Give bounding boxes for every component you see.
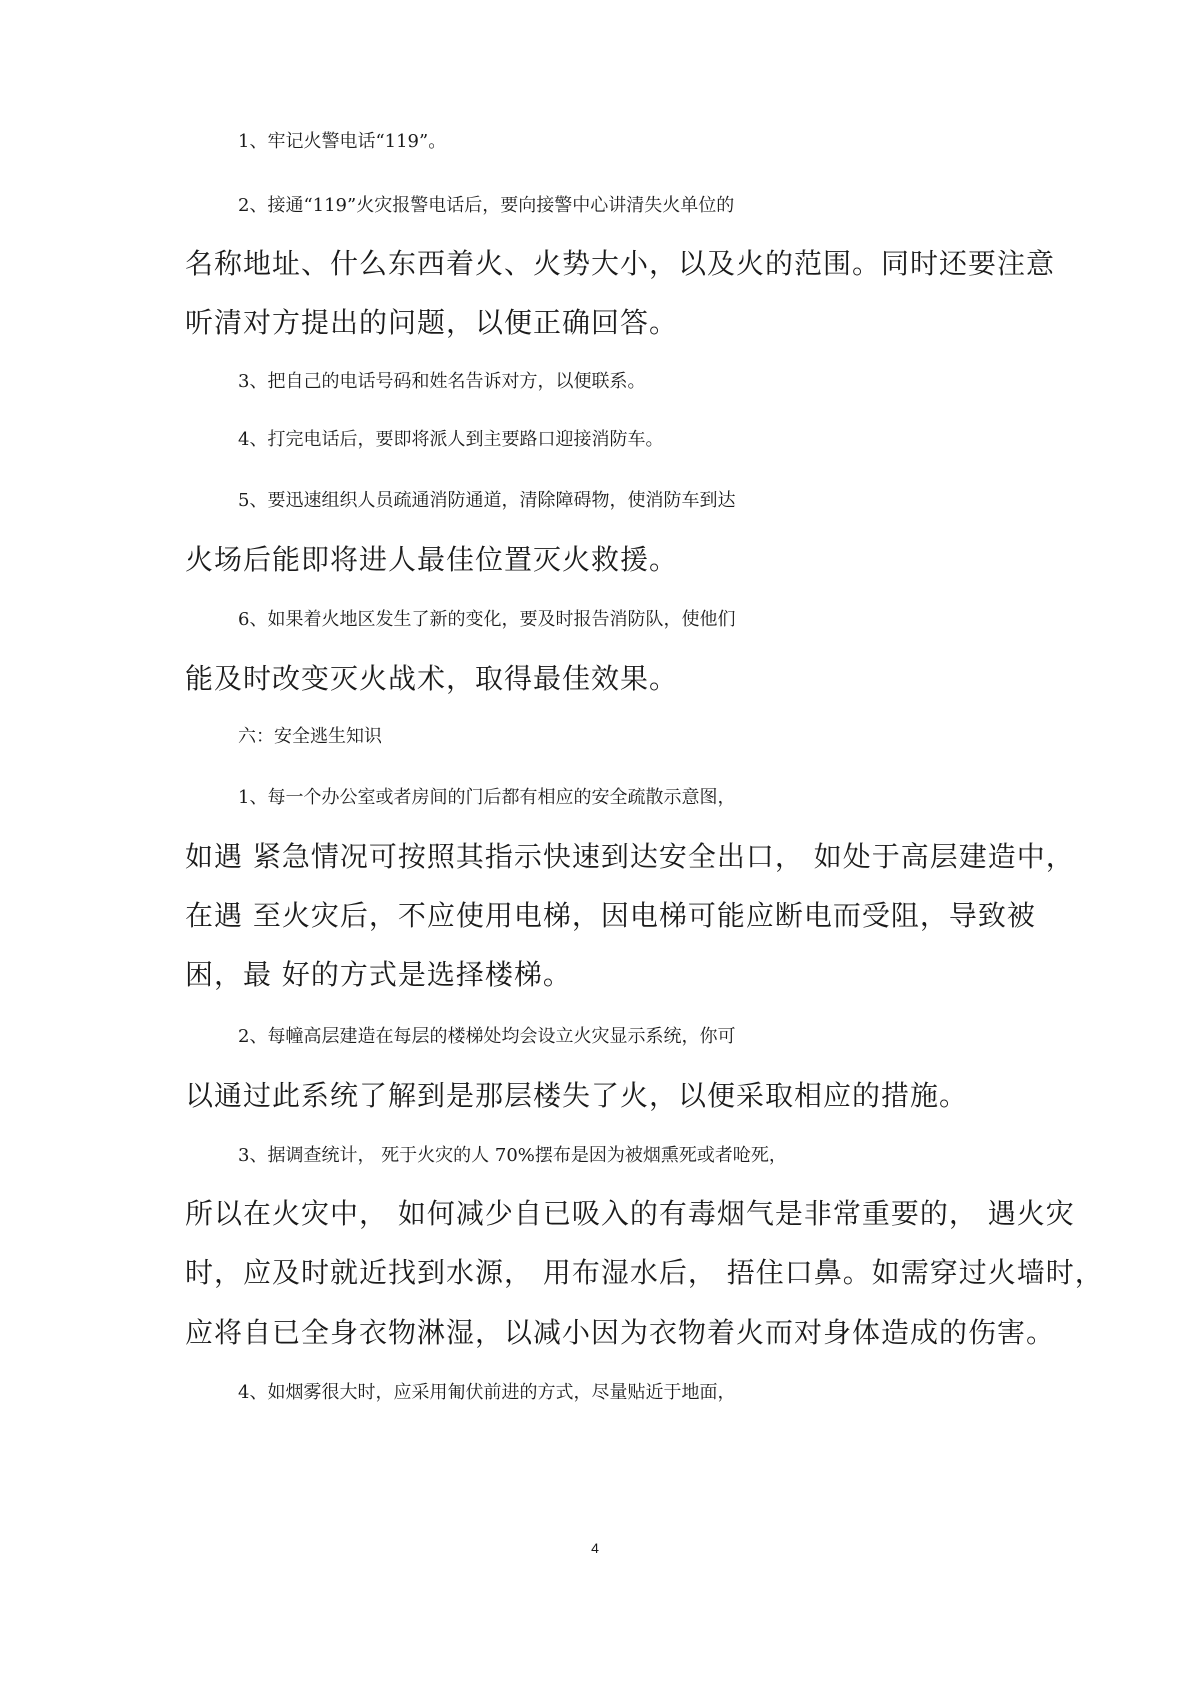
paragraph-line: 能及时改变灭火战术，取得最佳效果。 xyxy=(185,662,679,695)
paragraph-line: 所以在火灾中， 如何减少自已吸入的有毒烟气是非常重要的， 遇火灾 xyxy=(185,1197,1075,1230)
paragraph-line: 听清对方提出的问题，以便正确回答。 xyxy=(185,306,679,339)
paragraph-line: 火场后能即将进人最佳位置灭火救援。 xyxy=(185,543,679,576)
paragraph-line: 在遇 至火灾后，不应使用电梯，因电梯可能应断电而受阻，导致被 xyxy=(185,899,1036,932)
paragraph-line: 以通过此系统了解到是那层楼失了火，以便采取相应的措施。 xyxy=(185,1079,969,1112)
paragraph-line: 2、每幢高层建造在每层的楼梯处均会设立火灾显示系统，你可 xyxy=(238,1026,736,1047)
paragraph-line: 3、把自己的电话号码和姓名告诉对方，以便联系。 xyxy=(238,371,646,392)
page-number: 4 xyxy=(591,1540,599,1556)
paragraph-line: 时，应及时就近找到水源， 用布湿水后， 捂住口鼻。如需穿过火墙时， xyxy=(185,1256,1104,1289)
paragraph-line: 如遇 紧急情况可按照其指示快速到达安全出口， 如处于高层建造中， xyxy=(185,840,1075,873)
paragraph-line: 6、如果着火地区发生了新的变化，要及时报告消防队，使他们 xyxy=(238,609,736,630)
paragraph-line: 4、如烟雾很大时，应采用匍伏前进的方式，尽量贴近于地面， xyxy=(238,1382,736,1403)
paragraph-line: 名称地址、什么东西着火、火势大小，以及火的范围。同时还要注意 xyxy=(185,247,1056,280)
paragraph-line: 1、牢记火警电话“119”。 xyxy=(238,131,447,152)
paragraph-line: 4、打完电话后，要即将派人到主要路口迎接消防车。 xyxy=(238,429,664,450)
paragraph-line: 应将自已全身衣物淋湿，以减小因为衣物着火而对身体造成的伤害。 xyxy=(185,1316,1056,1349)
paragraph-line: 困，最 好的方式是选择楼梯。 xyxy=(185,958,572,991)
paragraph-line: 3、据调查统计， 死于火灾的人 70%摆布是因为被烟熏死或者呛死， xyxy=(238,1145,787,1166)
paragraph-line: 5、要迅速组织人员疏通消防通道，清除障碍物，使消防车到达 xyxy=(238,490,736,511)
paragraph-line: 2、接通“119”火灾报警电话后，要向接警中心讲清失火单位的 xyxy=(238,195,735,216)
paragraph-line: 1、每一个办公室或者房间的门后都有相应的安全疏散示意图， xyxy=(238,787,736,808)
section-heading: 六：安全逃生知识 xyxy=(238,726,382,747)
